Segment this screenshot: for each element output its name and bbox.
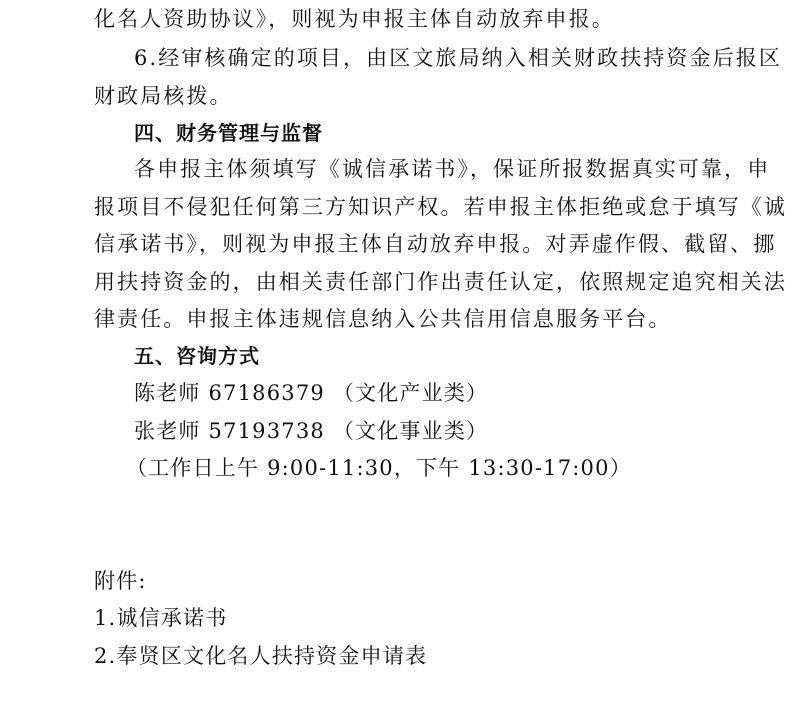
attachment-item: 2.奉贤区文化名人扶持资金申请表 <box>94 644 428 668</box>
contact-line: 张老师 57193738 （文化事业类） <box>134 419 489 443</box>
attachments-label: 附件: <box>94 569 147 593</box>
section-heading: 四、财务管理与监督 <box>134 121 323 145</box>
attachment-item: 1.诚信承诺书 <box>94 606 228 630</box>
paragraph-line: 化名人资助协议》，则视为申报主体自动放弃申报。 <box>94 7 615 31</box>
contact-line: 陈老师 67186379 （文化产业类） <box>134 381 489 405</box>
paragraph-line: 财政局核拨。 <box>94 84 233 108</box>
section-heading: 五、咨询方式 <box>134 344 260 368</box>
paragraph-line: 用扶持资金的，由相关责任部门作出责任认定，依照规定追究相关法 <box>94 270 787 294</box>
paragraph-line: 信承诺书》，则视为申报主体自动放弃申报。对弄虚作假、截留、挪 <box>94 232 777 256</box>
paragraph-line: 6.经审核确定的项目，由区文旅局纳入相关财政扶持资金后报区 <box>134 46 782 70</box>
office-hours: （工作日上午 9:00-11:30，下午 13:30-17:00） <box>126 456 632 480</box>
paragraph-line: 各申报主体须填写《诚信承诺书》，保证所报数据真实可靠，申 <box>134 157 771 181</box>
paragraph-line: 律责任。申报主体违规信息纳入公共信用信息服务平台。 <box>94 307 672 331</box>
paragraph-line: 报项目不侵犯任何第三方知识产权。若申报主体拒绝或怠于填写《诚 <box>94 195 787 219</box>
